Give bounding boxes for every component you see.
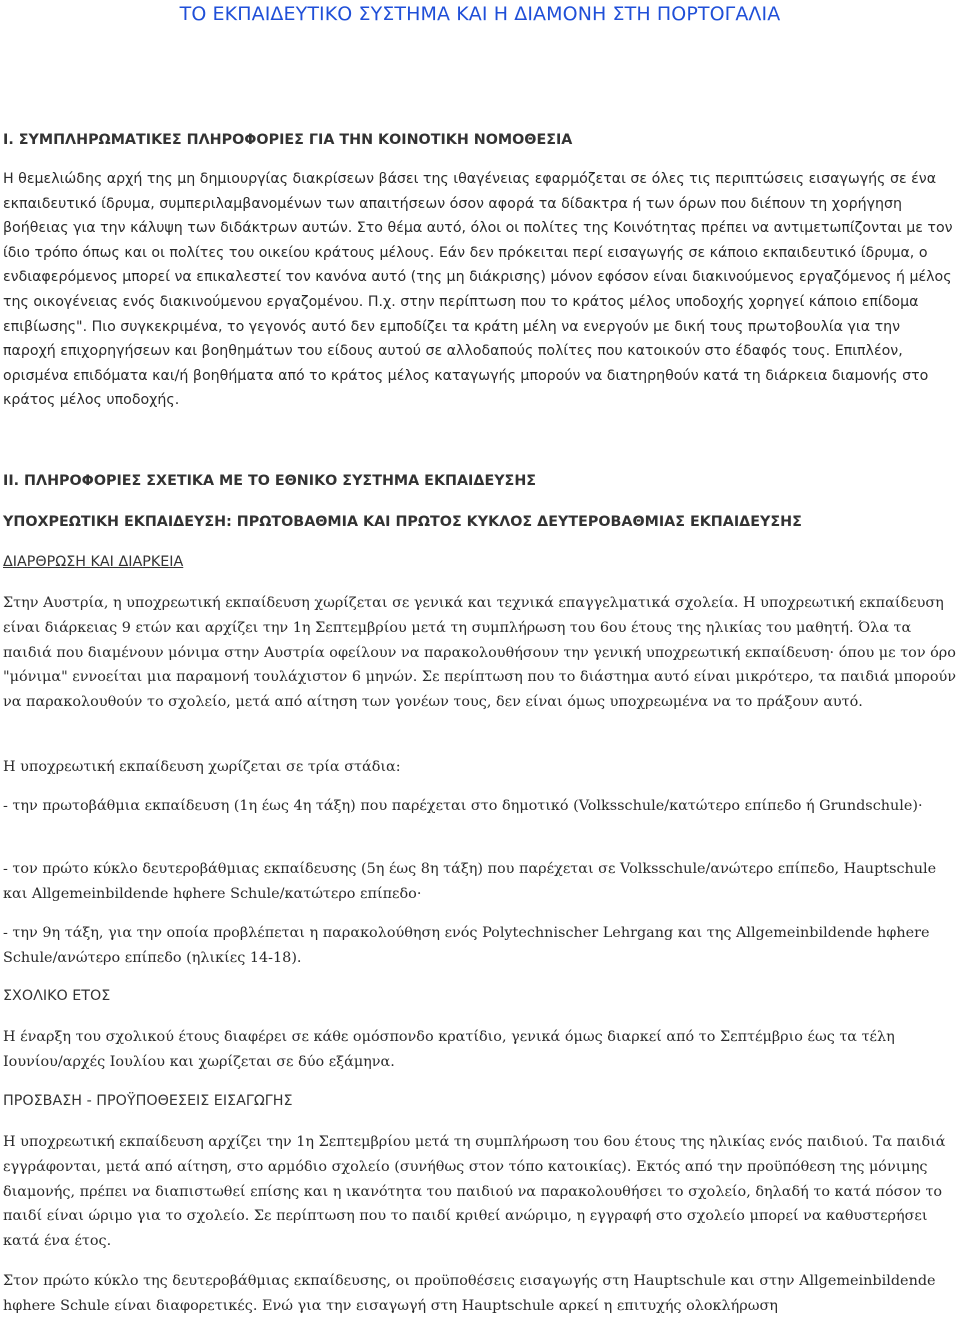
access-heading: ΠΡΟΣΒΑΣΗ - ΠΡΟΫΠΟΘΕΣΕΙΣ ΕΙΣΑΓΩΓΗΣ <box>3 1093 293 1109</box>
structure-paragraph-1: Στην Αυστρία, η υποχρεωτική εκπαίδευση χωρίζεται σε γενικά και τεχνικά επαγγελματικά σχολεία. Η υποχρεωτική εκπαίδευση είναι διάρκειας 9 ετών και αρχίζει την 1η Σεπτεμβρίου μετά τη συμπλήρωση του 6ου έτους της ηλικίας του μαθητή. Όλα τα παιδιά που διαμένουν μόνιμα στην Αυστρία οφείλουν να παρακολουθήσουν την γενική υποχρεωτική εκπαίδευση· όπου με τον όρο "μόνιμα" εννοείται μια παραμονή τουλάχιστον 6 μηνών. Σε περίπτωση που το διάστημα αυτό είναι μικρότερο, τα παιδιά μπορούν να παρακολουθούν το σχολείο, μετά από αίτηση των γονέων τους, δεν είναι όμως υποχρεωμένα να το πράξουν αυτό. <box>3 595 957 711</box>
school-year-heading: ΣΧΟΛΙΚΟ ΕΤΟΣ <box>3 988 111 1004</box>
section-1-heading: Ι. ΣΥΜΠΛΗΡΩΜΑΤΙΚΕΣ ΠΛΗΡΟΦΟΡΙΕΣ ΓΙΑ ΤΗΝ ΚΟΙΝΟΤΙΚΗ ΝΟΜΟΘΕΣΙΑ <box>3 132 573 148</box>
structure-paragraph-2: Η υποχρεωτική εκπαίδευση χωρίζεται σε τρία στάδια: <box>3 759 401 775</box>
structure-duration-heading: ΔΙΑΡΘΡΩΣΗ ΚΑΙ ΔΙΑΡΚΕΙΑ <box>3 554 184 570</box>
stage-primary: - την πρωτοβάθμια εκπαίδευση (1η έως 4η τάξη) που παρέχεται στο δημοτικό (Volksschule/κατώτερο επίπεδο ή Grundschule)· <box>3 798 923 814</box>
stage-lower-secondary: - τον πρώτο κύκλο δευτεροβάθμιας εκπαίδευσης (5η έως 8η τάξη) που παρέχεται σε Volksschule/ανώτερο επίπεδο, Hauptschule και Allgemeinbildende hφhere Schule/κατώτερο επίπεδο· <box>3 861 937 902</box>
page-title: ΤΟ ΕΚΠΑΙΔΕΥΤΙΚΟ ΣΥΣΤΗΜΑ ΚΑΙ Η ΔΙΑΜΟΝΗ ΣΤΗ ΠΟΡΤΟΓΑΛΙΑ <box>179 3 781 25</box>
stage-ninth-grade: - την 9η τάξη, για την οποία προβλέπεται η παρακολούθηση ενός Polytechnischer Lehrgang και της Allgemeinbildende hφhere Schule/ανώτερο επίπεδο (ηλικίες 14-18). <box>3 925 930 966</box>
section-1-paragraph: Η θεμελιώδης αρχή της μη δημιουργίας διακρίσεων βάσει της ιθαγένειας εφαρμόζεται σε όλες τις περιπτώσεις εισαγωγής σε ένα εκπαιδευτικό ίδρυμα, συμπεριλαμβανομένων των απαιτήσεων όσον αφορά τα δίδακτρα ή των όρων που διέπουν τη χορήγηση βοήθειας για την κάλυψη των διδάκτρων αυτών. Στο θέμα αυτό, όλοι οι πολίτες της Κοινότητας πρέπει να αντιμετωπίζονται με τον ίδιο τρόπο όπως και οι πολίτες του οικείου κράτους μέλους. Εάν δεν πρόκειται περί εισαγωγής σε κάποιο εκπαιδευτικό ίδρυμα, ο ενδιαφερόμενος μπορεί να επικαλεστεί τον κανόνα αυτό (της μη διάκρισης) μόνον εφόσον είναι διακινούμενος εργαζόμενος ή μέλος της οικογένειας ενός διακινούμενου εργαζομένου. Π.χ. στην περίπτωση που το κράτος μέλος υποδοχής χορηγεί κάποιο επίδομα επιβίωσης". Πιο συγκεκριμένα, το γεγονός αυτό δεν εμποδίζει τα κράτη μέλη να ενεργούν με δική τους πρωτοβουλία για την παροχή επιχορηγήσεων και βοηθημάτων του είδους αυτού σε αλλοδαπούς πολίτες που κατοικούν στο έδαφός τους. Επιπλέον, ορισμένα επιδόματα και/ή βοηθήματα από το κράτος μέλος καταγωγής μπορούν να διατηρηθούν κατά τη διάρκεια διαμονής στο κράτος μέλος υποδοχής. <box>3 171 953 409</box>
access-paragraph-2: Στον πρώτο κύκλο της δευτεροβάθμιας εκπαίδευσης, οι προϋποθέσεις εισαγωγής στη Hauptschule και στην Allgemeinbildende hφhere Schule είναι διαφορετικές. Ενώ για την εισαγωγή στη Hauptschule αρκεί η επιτυχής ολοκλήρωση <box>3 1273 936 1314</box>
section-2-heading: ΙΙ. ΠΛΗΡΟΦΟΡΙΕΣ ΣΧΕΤΙΚΑ ΜΕ ΤΟ ΕΘΝΙΚΟ ΣΥΣΤΗΜΑ ΕΚΠΑΙΔΕΥΣΗΣ <box>3 473 537 489</box>
compulsory-education-heading: ΥΠΟΧΡΕΩΤΙΚΗ ΕΚΠΑΙΔΕΥΣΗ: ΠΡΩΤΟΒΑΘΜΙΑ ΚΑΙ ΠΡΩΤΟΣ ΚΥΚΛΟΣ ΔΕΥΤΕΡΟΒΑΘΜΙΑΣ ΕΚΠΑΙΔΕΥΣΗΣ <box>3 514 802 530</box>
school-year-paragraph: Η έναρξη του σχολικού έτους διαφέρει σε κάθε ομόσπονδο κρατίδιο, γενικά όμως διαρκεί από το Σεπτέμβριο έως τα τέλη Ιουνίου/αρχές Ιουλίου και χωρίζεται σε δύο εξάμηνα. <box>3 1029 895 1070</box>
access-paragraph-1: Η υποχρεωτική εκπαίδευση αρχίζει την 1η Σεπτεμβρίου μετά τη συμπλήρωση του 6ου έτους της ηλικίας ενός παιδιού. Τα παιδιά εγγράφονται, μετά από αίτηση, στο αρμόδιο σχολείο (συνήθως στον τόπο κατοικίας). Εκτός από την προϋπόθεση της μόνιμης διαμονής, πρέπει να διαπιστωθεί επίσης και η ικανότητα του παιδιού να παρακολουθήσει το σχολείο, δηλαδή το κατά πόσον το παιδί είναι ώριμο για το σχολείο. Σε περίπτωση που το παιδί κριθεί ανώριμο, η εγγραφή στο σχολείο μπορεί να καθυστερήσει κατά ένα έτος. <box>3 1134 946 1250</box>
